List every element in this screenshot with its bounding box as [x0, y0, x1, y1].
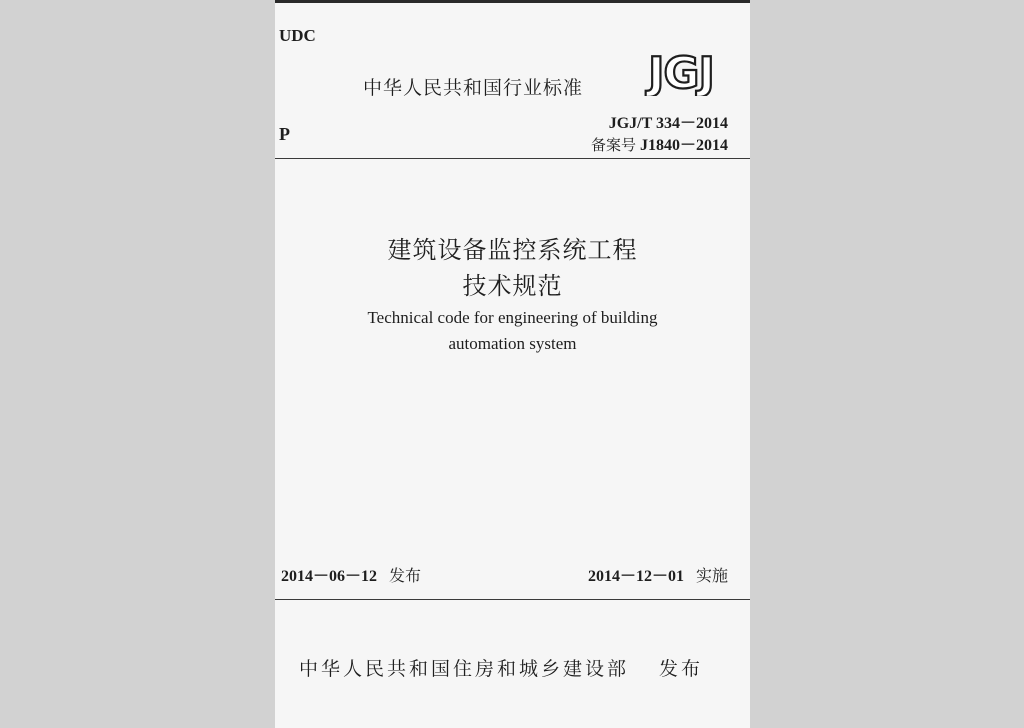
header-divider — [275, 158, 750, 159]
top-edge — [275, 0, 750, 3]
publisher-action: 发布 — [659, 658, 704, 680]
issue-label: 发布 — [389, 566, 422, 585]
record-label: 备案号 — [590, 136, 636, 154]
title-chinese-line-1: 建筑设备监控系统工程 — [387, 236, 638, 264]
implementation-label: 实施 — [695, 566, 728, 585]
implementation-date — [588, 563, 728, 586]
record-value: J1840－2014 — [639, 137, 728, 154]
record-number — [591, 132, 728, 155]
standard-cover-page — [275, 0, 750, 728]
title-english-line-2: automation system — [448, 334, 577, 353]
issue-date — [281, 563, 421, 586]
standard-code: JGJ/T 334－2014 — [608, 115, 728, 132]
publisher — [299, 654, 703, 681]
implementation-date-value: 2014－12－01 — [587, 568, 684, 585]
svg-text:JGJ: JGJ — [648, 48, 714, 96]
publisher-name: 中华人民共和国住房和城乡建设部 — [299, 658, 630, 680]
title-english-line-1: Technical code for engineering of building — [367, 308, 658, 327]
udc-label: UDC — [279, 26, 316, 45]
issue-date-value: 2014－06－12 — [281, 568, 378, 585]
classification-label: P — [279, 124, 290, 144]
footer-divider — [275, 599, 750, 600]
industry-standard-label: 中华人民共和国行业标准 — [363, 77, 584, 99]
title-chinese-line-2: 技术规范 — [462, 272, 563, 300]
jgj-logo — [631, 42, 731, 96]
